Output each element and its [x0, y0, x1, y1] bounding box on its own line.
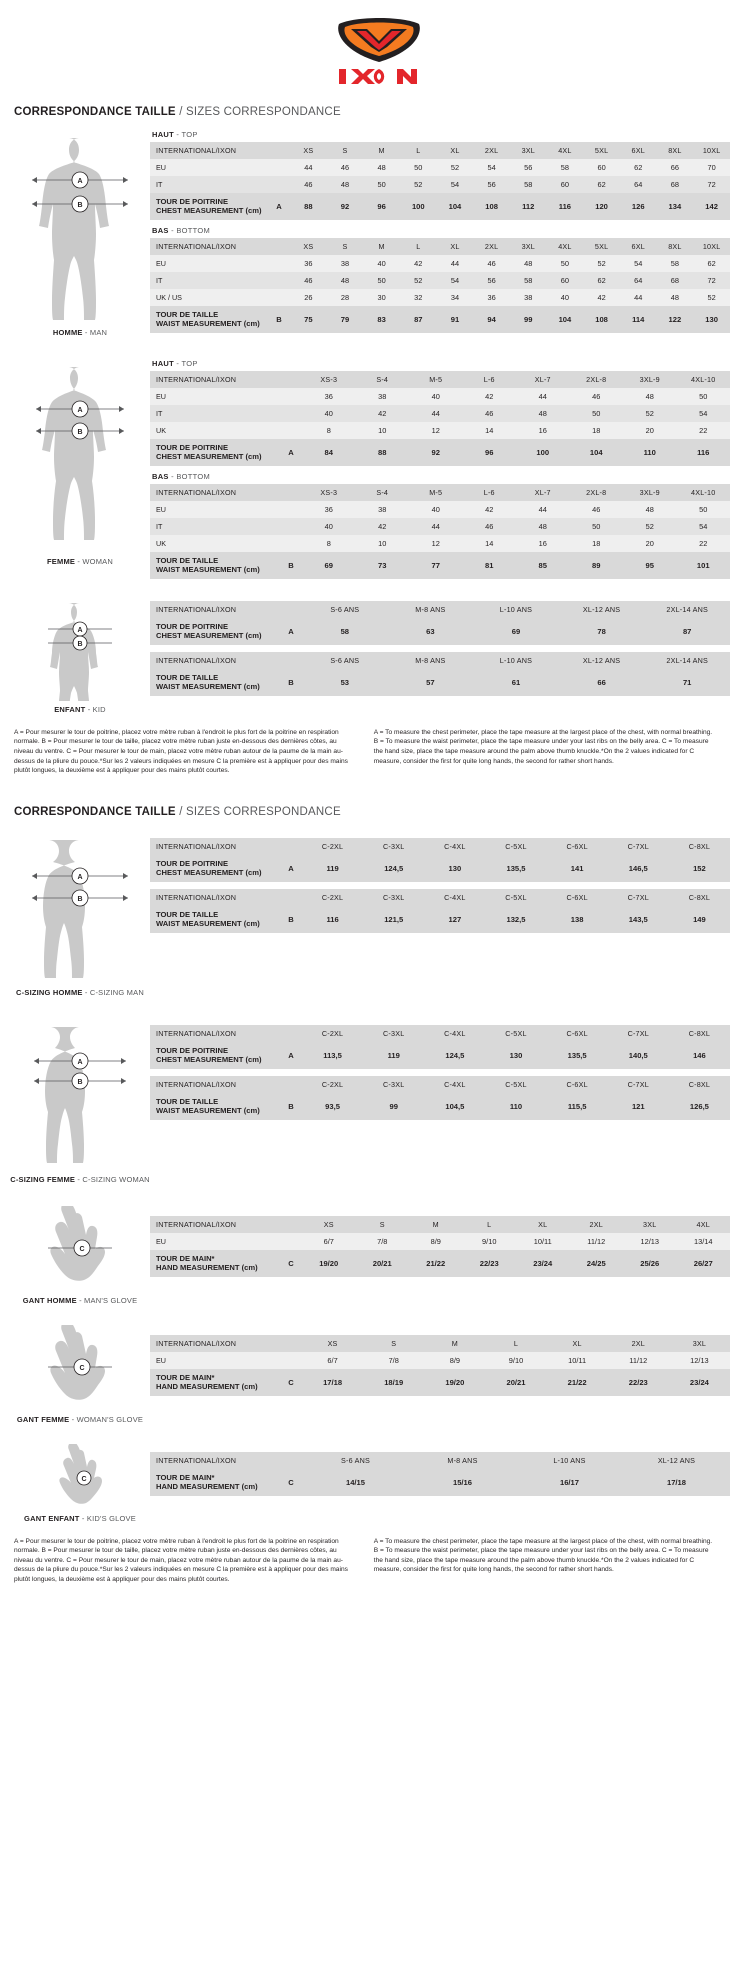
svg-text:B: B — [77, 1078, 83, 1086]
figure-csizing-woman — [10, 1015, 150, 1184]
table-row: EU 36 38 40 42 44 46 48 50 — [150, 501, 730, 518]
measure-letter: A — [280, 618, 302, 645]
brand-logo — [10, 0, 730, 92]
col-header: 4XL — [547, 142, 584, 159]
table-row: INTERNATIONAL/IXON S-6 ANS M-8 ANS L-10 ANS XL-12 ANS — [150, 1452, 730, 1469]
figure-caption-glove-man: GANT HOMME - MAN'S GLOVE — [22, 1295, 138, 1305]
table-row: IT 40 42 44 46 48 50 52 54 — [150, 518, 730, 535]
col-header: L — [400, 142, 437, 159]
measure-label: TOUR DE POITRINE CHEST MEASUREMENT (cm) — [150, 855, 280, 882]
table-row: IT 46 48 50 52 54 56 58 60 62 64 68 72 — [150, 272, 730, 289]
figure-caption-csizing-man: C-SIZING HOMME - C-SIZING MAN — [16, 987, 144, 997]
measure-label: TOUR DE MAIN* HAND MEASUREMENT (cm) — [150, 1469, 280, 1496]
col-header: 8XL — [657, 142, 694, 159]
section-csizing-woman — [10, 1015, 730, 1184]
footnote-en-1: A = To measure the chest perimeter, place the tape measure at the largest place of the chest, with normal breathing. B = To measure the waist perimeter, place the tape measure under your last ribs on the belly area. C = To measure the hand size, place the tape measure around the palm above thumb knuckle.*On the 2 values indicated for C measure, consider the first for quite long hands, the second for rather short hands. — [373, 728, 713, 765]
table-kid-chest — [150, 601, 730, 645]
figure-csizing-man — [10, 828, 150, 997]
col-header: 5XL — [583, 142, 620, 159]
table-row: TOUR DE TAILLE WAIST MEASUREMENT (cm) B 116 121,5 127 132,5 138 143,5 149 — [150, 906, 730, 933]
col-header: INTERNATIONAL/IXON — [150, 371, 280, 388]
page-title-2-bold: CORRESPONDANCE TAILLE — [14, 805, 176, 818]
figure-caption-man-light: - MAN — [84, 328, 108, 337]
tables-csizing-woman — [150, 1015, 730, 1120]
figure-woman — [10, 353, 150, 566]
measure-label: TOUR DE TAILLE WAIST MEASUREMENT (cm) — [150, 906, 280, 933]
kid-glove-icon — [14, 1444, 146, 1510]
table-row: EU 6/7 7/8 8/9 9/10 10/11 11/12 12/13 13/14 — [150, 1233, 730, 1250]
section-woman — [10, 353, 730, 579]
tables-glove-woman — [150, 1321, 730, 1396]
tables-man — [150, 124, 730, 333]
figure-caption-glove-woman: GANT FEMME - WOMAN'S GLOVE — [16, 1414, 144, 1424]
figure-caption-woman: FEMME - WOMAN — [47, 557, 113, 566]
table-row: TOUR DE MAIN* HAND MEASUREMENT (cm) C 19/20 20/21 21/22 22/23 23/24 24/25 25/26 26/27 — [150, 1250, 730, 1277]
table-row: INTERNATIONAL/IXON C-2XL C-3XL C-4XL C-5XL C-6XL C-7XL C-8XL — [150, 838, 730, 855]
table-row — [150, 142, 730, 159]
col-header: INTERNATIONAL/IXON — [150, 484, 280, 501]
man-glove-icon — [14, 1206, 146, 1292]
table-row: INTERNATIONAL/IXON XS S M L XL 2XL 3XL — [150, 1335, 730, 1352]
measure-letter: B — [280, 1093, 302, 1120]
table-row: TOUR DE POITRINE CHEST MEASUREMENT (cm) A 113,5 119 124,5 130 135,5 140,5 146 — [150, 1042, 730, 1069]
table-csizing-man-waist — [150, 889, 730, 933]
measure-label: TOUR DE TAILLE WAIST MEASUREMENT (cm) — [150, 669, 280, 696]
svg-text:C: C — [81, 1475, 87, 1483]
figure-caption-man-bold: HOMME — [52, 328, 83, 337]
measure-letter: C — [280, 1469, 302, 1496]
measure-letter: B — [280, 669, 302, 696]
measure-letter: B — [268, 306, 290, 333]
figure-man — [10, 124, 150, 337]
col-header: INTERNATIONAL/IXON — [150, 1025, 280, 1042]
col-header: M — [363, 142, 400, 159]
col-header: INTERNATIONAL/IXON — [150, 238, 268, 255]
table-man-top — [150, 142, 730, 220]
woman-top-label: HAUT - TOP — [152, 359, 198, 368]
section-glove-woman — [10, 1321, 730, 1424]
table-man-bottom — [150, 238, 730, 333]
woman-glove-icon — [14, 1325, 146, 1411]
measure-label: TOUR DE TAILLE WAIST MEASUREMENT (cm) — [150, 306, 268, 333]
table-woman-top — [150, 371, 730, 466]
col-header: INTERNATIONAL/IXON — [150, 142, 268, 159]
col-header: 2XL — [473, 142, 510, 159]
measure-letter: B — [280, 906, 302, 933]
measure-label: TOUR DE POITRINE CHEST MEASUREMENT (cm) — [150, 193, 268, 220]
svg-text:A: A — [77, 1058, 83, 1066]
table-row: EU 36 38 40 42 44 46 48 50 52 54 58 62 — [150, 255, 730, 272]
col-header: INTERNATIONAL/IXON — [150, 889, 280, 906]
figure-kid — [10, 593, 150, 714]
ixon-logo-icon — [333, 14, 425, 86]
table-row: INTERNATIONAL/IXON XS-3 S-4 M-5 L-6 XL-7 2XL-8 3XL-9 4XL-10 — [150, 371, 730, 388]
measure-label: TOUR DE TAILLE WAIST MEASUREMENT (cm) — [150, 552, 280, 579]
page-title-2 — [14, 806, 730, 818]
table-row: INTERNATIONAL/IXON XS-3 S-4 M-5 L-6 XL-7 2XL-8 3XL-9 4XL-10 — [150, 484, 730, 501]
table-woman-bottom — [150, 484, 730, 579]
footnote-en-2: A = To measure the chest perimeter, place the tape measure at the largest place of the chest, with normal breathing. B = To measure the waist perimeter, place the tape measure under your last ribs on the belly area. C = To measure the hand size, place the tape measure around the palm above thumb knuckle.*On the 2 values indicated for C measure, consider the first for quite long hands, the second for rather short hands. — [373, 1537, 713, 1574]
col-header: 10XL — [693, 142, 730, 159]
table-row: INTERNATIONAL/IXON XS S M L XL 2XL 3XL 4XL — [150, 1216, 730, 1233]
table-row: TOUR DE POITRINE CHEST MEASUREMENT (cm) A 88 92 96 100 104 108 112 116 120 126 134 142 — [150, 193, 730, 220]
table-row: EU 36 38 40 42 44 46 48 50 — [150, 388, 730, 405]
section-glove-man — [10, 1202, 730, 1305]
figure-caption-kid: ENFANT - KID — [54, 704, 106, 714]
svg-text:A: A — [77, 873, 83, 881]
measure-letter: A — [280, 855, 302, 882]
page-title-1 — [14, 106, 730, 118]
measure-letter: A — [280, 439, 302, 466]
table-row: TOUR DE TAILLE WAIST MEASUREMENT (cm) B 75 79 83 87 91 94 99 104 108 114 122 130 — [150, 306, 730, 333]
svg-text:B: B — [77, 202, 83, 209]
table-row: TOUR DE MAIN* HAND MEASUREMENT (cm) C 17/18 18/19 19/20 20/21 21/22 22/23 23/24 — [150, 1369, 730, 1396]
man-top-label: HAUT - TOP — [152, 130, 198, 139]
svg-text:B: B — [77, 895, 83, 903]
figure-glove-kid — [10, 1440, 150, 1523]
csizing-man-silhouette-icon — [14, 832, 146, 984]
tables-glove-man — [150, 1202, 730, 1277]
table-row: TOUR DE POITRINE CHEST MEASUREMENT (cm) A 84 88 92 96 100 104 110 116 — [150, 439, 730, 466]
table-glove-man — [150, 1216, 730, 1277]
col-header: INTERNATIONAL/IXON — [150, 1216, 280, 1233]
col-header: INTERNATIONAL/IXON — [150, 652, 280, 669]
table-csizing-woman-waist — [150, 1076, 730, 1120]
measure-label: TOUR DE TAILLE WAIST MEASUREMENT (cm) — [150, 1093, 280, 1120]
table-glove-kid — [150, 1452, 730, 1496]
table-row: TOUR DE TAILLE WAIST MEASUREMENT (cm) B 93,5 99 104,5 110 115,5 121 126,5 — [150, 1093, 730, 1120]
table-csizing-woman-chest — [150, 1025, 730, 1069]
figure-caption-csizing-woman: C-SIZING FEMME - C-SIZING WOMAN — [10, 1174, 150, 1184]
table-row: TOUR DE MAIN* HAND MEASUREMENT (cm) C 14/15 15/16 16/17 17/18 — [150, 1469, 730, 1496]
footnote-fr-2: A = Pour mesurer le tour de poitrine, placez votre mètre ruban à l'endroit le plus fort de la poitrine en respiration normale. B = Pour mesurer le tour de taille, placez votre mètre ruban juste en-dessous des dernières côtes, au niveau du ventre. C = Pour mesurer le tour de main, placez votre mètre ruban autour de la paume de la main au-dessus de la pliure du pouce.*Sur les 2 valeurs indiquées en mesure C la première est à appliquer pour des mains plutôt longues, la deuxième est à appliquer pour des mains plutôt courtes. — [14, 1537, 348, 1583]
measure-letter: C — [280, 1369, 302, 1396]
table-row: IT 40 42 44 46 48 50 52 54 — [150, 405, 730, 422]
table-row: TOUR DE POITRINE CHEST MEASUREMENT (cm) A 119 124,5 130 135,5 141 146,5 152 — [150, 855, 730, 882]
svg-text:B: B — [77, 640, 83, 648]
table-row: EU 44 46 48 50 52 54 56 58 60 62 66 70 — [150, 159, 730, 176]
csizing-woman-silhouette-icon — [14, 1019, 146, 1171]
footnotes-page-1 — [14, 728, 726, 776]
man-silhouette-icon — [14, 128, 146, 324]
kid-silhouette-icon — [14, 597, 146, 701]
section-man — [10, 124, 730, 337]
section-kid — [10, 593, 730, 714]
col-header: XL — [437, 142, 474, 159]
table-kid-waist — [150, 652, 730, 696]
footnotes-page-2 — [14, 1537, 726, 1585]
measure-label: TOUR DE MAIN* HAND MEASUREMENT (cm) — [150, 1250, 280, 1277]
measure-letter: B — [280, 552, 302, 579]
col-header: INTERNATIONAL/IXON — [150, 1452, 280, 1469]
svg-text:A: A — [77, 178, 83, 185]
table-row: INTERNATIONAL/IXON C-2XL C-3XL C-4XL C-5XL C-6XL C-7XL C-8XL — [150, 1076, 730, 1093]
col-header: 3XL — [510, 142, 547, 159]
table-row: EU 6/7 7/8 8/9 9/10 10/11 11/12 12/13 — [150, 1352, 730, 1369]
svg-text:A: A — [77, 626, 83, 634]
table-row: INTERNATIONAL/IXON C-2XL C-3XL C-4XL C-5XL C-6XL C-7XL C-8XL — [150, 889, 730, 906]
table-row: TOUR DE TAILLE WAIST MEASUREMENT (cm) B 53 57 61 66 71 — [150, 669, 730, 696]
measure-label: TOUR DE MAIN* HAND MEASUREMENT (cm) — [150, 1369, 280, 1396]
tables-csizing-man — [150, 828, 730, 933]
woman-bottom-label: BAS - BOTTOM — [152, 471, 211, 481]
table-row: TOUR DE TAILLE WAIST MEASUREMENT (cm) B 69 73 77 81 85 89 95 101 — [150, 552, 730, 579]
section-glove-kid — [10, 1440, 730, 1523]
table-row: INTERNATIONAL/IXON C-2XL C-3XL C-4XL C-5XL C-6XL C-7XL C-8XL — [150, 1025, 730, 1042]
section-csizing-man — [10, 828, 730, 997]
figure-glove-woman — [10, 1321, 150, 1424]
page-title-2-light: / SIZES CORRESPONDANCE — [179, 805, 341, 818]
tables-woman — [150, 353, 730, 579]
svg-text:C: C — [79, 1245, 85, 1253]
page-title-1-light: / SIZES CORRESPONDANCE — [179, 106, 341, 118]
col-header: 6XL — [620, 142, 657, 159]
figure-caption-glove-kid: GANT ENFANT - KID'S GLOVE — [24, 1513, 136, 1523]
footnote-fr-1: A = Pour mesurer le tour de poitrine, placez votre mètre ruban à l'endroit le plus fort de la poitrine en respiration normale. B = Pour mesurer le tour de taille, placez votre mètre ruban juste en-dessous des dernières côtes, au niveau du ventre. C = Pour mesurer le tour de main, placez votre mètre ruban autour de la paume de la main au-dessus de la pliure du pouce.*Sur les 2 valeurs indiquées en mesure C la première est à appliquer pour des mains plutôt longues, la deuxième est à appliquer pour des mains plutôt courtes. — [14, 728, 348, 775]
page-title-1-bold: CORRESPONDANCE TAILLE — [14, 106, 176, 118]
svg-text:C: C — [79, 1364, 85, 1372]
svg-text:A: A — [77, 407, 83, 414]
man-bottom-label: BAS - BOTTOM — [152, 225, 211, 235]
table-row: INTERNATIONAL/IXON XS S M L XL 2XL 3XL 4XL 5XL 6XL 8XL 10XL — [150, 238, 730, 255]
svg-text:B: B — [77, 429, 83, 436]
tables-glove-kid — [150, 1440, 730, 1496]
woman-silhouette-icon — [14, 357, 146, 553]
measure-label: TOUR DE POITRINE CHEST MEASUREMENT (cm) — [150, 1042, 280, 1069]
table-row: INTERNATIONAL/IXON S-6 ANS M-8 ANS L-10 ANS XL-12 ANS 2XL-14 ANS — [150, 652, 730, 669]
measure-letter: C — [280, 1250, 302, 1277]
tables-kid — [150, 593, 730, 696]
col-header: INTERNATIONAL/IXON — [150, 838, 280, 855]
table-glove-woman — [150, 1335, 730, 1396]
col-header: INTERNATIONAL/IXON — [150, 1076, 280, 1093]
measure-letter: A — [268, 193, 290, 220]
table-row: IT 46 48 50 52 54 56 58 60 62 64 68 72 — [150, 176, 730, 193]
table-row: TOUR DE POITRINE CHEST MEASUREMENT (cm) A 58 63 69 78 87 — [150, 618, 730, 645]
col-header: XS — [290, 142, 327, 159]
figure-caption-man — [10, 328, 150, 337]
table-row: UK 8 10 12 14 16 18 20 22 — [150, 422, 730, 439]
table-row: INTERNATIONAL/IXON S-6 ANS M-8 ANS L-10 ANS XL-12 ANS 2XL-14 ANS — [150, 601, 730, 618]
table-row: UK / US 26 28 30 32 34 36 38 40 42 44 48 52 — [150, 289, 730, 306]
measure-letter: A — [280, 1042, 302, 1069]
figure-glove-man — [10, 1202, 150, 1305]
table-row: UK 8 10 12 14 16 18 20 22 — [150, 535, 730, 552]
col-header: S — [327, 142, 364, 159]
col-header: INTERNATIONAL/IXON — [150, 601, 280, 618]
measure-label: TOUR DE POITRINE CHEST MEASUREMENT (cm) — [150, 618, 280, 645]
measure-label: TOUR DE POITRINE CHEST MEASUREMENT (cm) — [150, 439, 280, 466]
col-header: INTERNATIONAL/IXON — [150, 1335, 280, 1352]
table-csizing-man-chest — [150, 838, 730, 882]
